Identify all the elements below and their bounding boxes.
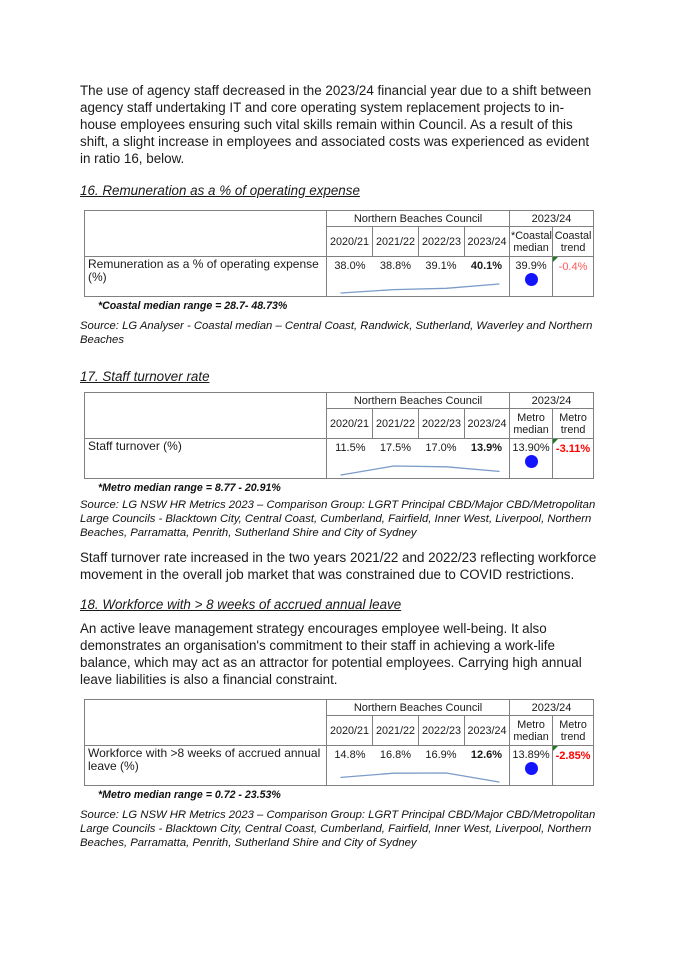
metric-row-label: Remuneration as a % of operating expense (%) <box>85 257 327 297</box>
council-group-header: Northern Beaches Council <box>327 700 510 716</box>
table-footnote: *Metro median range = 0.72 - 23.53% <box>98 789 281 801</box>
median-value: 13.89% <box>512 749 550 761</box>
metric-values-cell <box>327 257 510 297</box>
metric-values <box>327 439 509 454</box>
trend-value: -2.85% <box>555 750 591 762</box>
median-header: Metro median <box>510 716 553 746</box>
source-note: Source: LG NSW HR Metrics 2023 – Comparison Group: LGRT Principal CBD/Major CBD/Metropolitan Large Councils - Blacktown City, Central Coast, Cumberland, Fairfield, Inner West, Liverpool, Northern Beaches, Parramatta, Penrith, Sutherland Shire and City of Sydney <box>80 809 596 849</box>
metric-value: 13.9% <box>470 442 503 454</box>
intro-paragraph: The use of agency staff decreased in the 2023/24 financial year due to a shift between agency staff undertaking IT and core operating system replacement projects to in-house employees ensuring such vital skills remain within Council. As a result of this shift, a slight increase in employees and associated costs was experienced as evident in ratio 16, below. <box>80 83 592 166</box>
metric-value: 14.8% <box>334 749 366 761</box>
section-18-heading: 18. Workforce with > 8 weeks of accrued annual leave <box>80 597 402 612</box>
source-note: Source: LG Analyser - Coastal median – Central Coast, Randwick, Sutherland, Waverley and Northern Beaches <box>80 320 593 346</box>
council-group-header: Northern Beaches Council <box>327 211 510 227</box>
metric-values-cell <box>327 746 510 786</box>
trend-corner-flag-icon <box>553 746 558 751</box>
remuneration-table <box>84 210 594 297</box>
trend-corner-flag-icon <box>553 257 558 262</box>
trend-value-cell <box>553 439 594 479</box>
year-header: 2020/21 <box>327 716 373 746</box>
trend-value-cell <box>553 746 594 786</box>
median-value-cell <box>510 257 553 297</box>
table-footnote: *Coastal median range = 28.7- 48.73% <box>98 300 288 312</box>
year-header: 2023/24 <box>465 716 510 746</box>
year-header: 2022/23 <box>419 716 465 746</box>
table-corner-cell <box>85 700 327 746</box>
metric-value: 11.5% <box>335 442 366 454</box>
metric-values-cell <box>327 439 510 479</box>
year-header: 2022/23 <box>419 227 465 257</box>
metric-value: 40.1% <box>470 260 503 272</box>
period-header: 2023/24 <box>510 700 594 716</box>
staff-turnover-table <box>84 392 594 479</box>
council-group-header: Northern Beaches Council <box>327 393 510 409</box>
period-header: 2023/24 <box>510 211 594 227</box>
median-header: *Coastal median <box>510 227 553 257</box>
leave-paragraph: An active leave management strategy encourages employee well-being. It also demonstrates an organisation's commitment to their staff in achieving a work-life balance, which may act as an attractor for potential employees. Carrying high annual leave liabilities is also a financial constraint. <box>80 621 582 687</box>
year-header: 2023/24 <box>465 409 510 439</box>
table-corner-cell <box>85 393 327 439</box>
section-16-heading: 16. Remuneration as a % of operating expense <box>80 183 360 198</box>
year-header: 2021/22 <box>373 409 419 439</box>
table-corner-cell <box>85 211 327 257</box>
median-value-cell <box>510 746 553 786</box>
metric-value: 39.1% <box>425 260 457 272</box>
trend-sparkline <box>337 771 503 784</box>
section-17-heading: 17. Staff turnover rate <box>80 369 210 384</box>
metric-value: 38.0% <box>334 260 366 272</box>
document-content <box>80 82 598 850</box>
year-header: 2021/22 <box>373 227 419 257</box>
trend-value-cell <box>553 257 594 297</box>
source-note: Source: LG NSW HR Metrics 2023 – Comparison Group: LGRT Principal CBD/Major CBD/Metropolitan Large Councils - Blacktown City, Central Coast, Cumberland, Fairfield, Inner West, Liverpool, Northern Beaches, Parramatta, Penrith, Sutherland Shire and City of Sydney <box>80 499 596 539</box>
metric-value: 38.8% <box>379 260 412 272</box>
trend-header: Metro trend <box>553 716 594 746</box>
metric-row-label: Staff turnover (%) <box>85 439 327 479</box>
median-marker-dot-icon <box>525 455 538 468</box>
trend-sparkline <box>337 282 503 295</box>
turnover-paragraph: Staff turnover rate increased in the two years 2021/22 and 2022/23 reflecting workforce movement in the overall job market that was constrained due to COVID restrictions. <box>80 550 597 582</box>
metric-values <box>327 746 509 761</box>
year-header: 2021/22 <box>373 716 419 746</box>
metric-value: 17.0% <box>425 442 457 454</box>
median-marker-dot-icon <box>525 273 538 286</box>
annual-leave-table <box>84 699 594 786</box>
trend-value: -3.11% <box>555 443 591 455</box>
metric-row-label: Workforce with >8 weeks of accrued annual leave (%) <box>85 746 327 786</box>
year-header: 2023/24 <box>465 227 510 257</box>
table-footnote: *Metro median range = 8.77 - 20.91% <box>98 482 281 494</box>
period-header: 2023/24 <box>510 393 594 409</box>
metric-values <box>327 257 509 272</box>
year-header: 2020/21 <box>327 409 373 439</box>
trend-sparkline <box>337 464 503 477</box>
median-value: 39.9% <box>515 260 547 272</box>
trend-value: -0.4% <box>558 261 588 273</box>
median-value: 13.90% <box>512 442 550 454</box>
median-value-cell <box>510 439 553 479</box>
trend-header: Metro trend <box>553 409 594 439</box>
year-header: 2020/21 <box>327 227 373 257</box>
metric-value: 16.8% <box>379 749 412 761</box>
metric-value: 17.5% <box>379 442 412 454</box>
median-marker-dot-icon <box>525 762 538 775</box>
metric-value: 12.6% <box>470 749 503 761</box>
metric-value: 16.9% <box>425 749 457 761</box>
median-header: Metro median <box>510 409 553 439</box>
trend-header: Coastal trend <box>553 227 594 257</box>
trend-corner-flag-icon <box>553 439 558 444</box>
year-header: 2022/23 <box>419 409 465 439</box>
